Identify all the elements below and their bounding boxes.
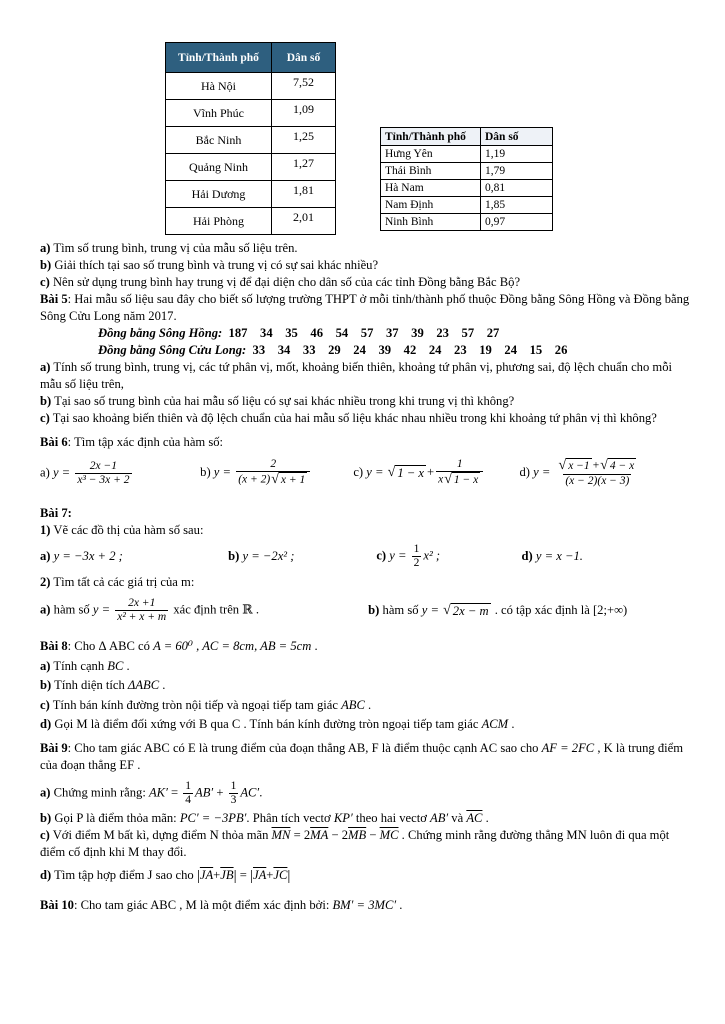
bai9-question-a (40, 780, 690, 807)
vector-MA: $\overline{MA}$ (310, 828, 329, 842)
bai5-title (40, 291, 690, 325)
bai8-question-a (40, 658, 690, 675)
bai7-q1 (40, 522, 690, 539)
item-text: Gọi M là điểm đối xứng với B qua C . Tính bán kính đường tròn ngoại tiếp tam giác (51, 717, 482, 731)
item-label: 1) (40, 523, 51, 537)
fraction-numerator: 1 (413, 543, 420, 555)
equals-sign: = (236, 868, 250, 882)
exercise-text: : Cho tam giác ABC có E là trung điểm của đoạn thẳng AB, F là điểm thuộc cạnh AC sao cho (67, 741, 542, 755)
math-term: ABC (341, 697, 365, 712)
vector-KP: KP′ (333, 811, 353, 825)
item-text: hàm số (53, 602, 93, 617)
bai7-q2 (40, 574, 690, 591)
bai4-question-c (40, 274, 690, 291)
bai5-hong-data (40, 325, 690, 342)
formula-lhs: y = (92, 602, 114, 617)
fraction-numerator: 1 (230, 780, 237, 792)
bai6-formula-row (40, 458, 690, 498)
item-text: Tìm tất cả các giá trị của m: (50, 575, 195, 589)
bai8-question-c (40, 697, 690, 714)
formula: y = −2x² ; (242, 549, 295, 563)
item-text: Chứng minh rằng: (50, 785, 149, 800)
table-row (166, 73, 336, 100)
fraction (236, 458, 310, 488)
item-label: b) (40, 678, 52, 692)
table-row (381, 146, 553, 163)
exercise-text: , K là trung điểm của đoạn thẳng EF . (40, 741, 684, 772)
item-text: . (159, 678, 166, 692)
population-cell: 1,27 (272, 154, 336, 181)
denominator-factor: (x + 2) (238, 473, 271, 486)
math-term: BC (107, 658, 124, 673)
item-label: a) (40, 241, 51, 255)
math-text: − (366, 828, 380, 842)
vector-AK: AK′ (148, 785, 168, 800)
item-label: c) (353, 464, 367, 479)
item-label: b) (368, 602, 383, 617)
math-text: − 2 (328, 828, 349, 842)
abs-bar: | (249, 868, 253, 884)
radicand: 1 − x (397, 466, 425, 480)
item-label: a) (40, 464, 53, 479)
square-root (559, 458, 592, 474)
item-label: b) (40, 394, 52, 408)
formula-lhs: y = (389, 548, 410, 563)
item-label: a) (40, 785, 51, 800)
item-label: b) (228, 549, 243, 563)
item-label: c) (40, 697, 50, 712)
radical-sign: √ (600, 458, 608, 473)
exercise-text: : Cho tam giác ABC , M là một điểm xác định bởi: (73, 898, 333, 912)
bai9-question-b (40, 810, 690, 827)
col-header-population: Dân số (272, 43, 336, 73)
fraction-one-third (229, 780, 239, 807)
fraction-numerator: 2 (270, 458, 277, 470)
exercise-label: Bài 8 (40, 639, 68, 653)
vector-equation: BM′ = 3MC′ (332, 898, 397, 912)
exercise-label: Bài 10 (40, 898, 74, 912)
item-text: Tính cạnh (50, 658, 108, 673)
item-label: d) (519, 464, 534, 479)
bai9-question-d (40, 867, 690, 885)
vector-AB: AB′ (430, 811, 449, 825)
province-cell: Bắc Ninh (166, 127, 272, 154)
province-cell: Hải Phòng (166, 208, 272, 235)
col-header-province: Tỉnh/Thành phố (381, 128, 481, 146)
radicand: 4 − x (609, 460, 635, 472)
item-label: d) (521, 549, 536, 563)
fraction-denominator: (x − 2)(x − 3) (565, 475, 630, 487)
table-row (381, 180, 553, 197)
fraction-denominator: x² + x + m (117, 611, 167, 623)
square-root (444, 472, 480, 488)
province-cell: Nam Định (381, 197, 481, 214)
fraction (412, 543, 422, 570)
table-header-row (166, 43, 336, 73)
item-text: . Phân tích vectơ (246, 811, 334, 825)
fraction-denominator: 3 (230, 794, 237, 806)
radicand: 2x − m (452, 604, 489, 619)
fraction-numerator: 2x +1 (128, 597, 156, 609)
exercise-text: : Cho Δ ABC có (67, 639, 154, 653)
period: . (259, 785, 263, 800)
population-cell: 0,97 (481, 214, 553, 231)
bai5-question-a (40, 359, 690, 393)
square-root (388, 465, 426, 481)
formula: y = −3x + 2 ; (53, 549, 123, 563)
table-row (381, 197, 553, 214)
plus-sign: + (216, 785, 224, 800)
bai7-graph-row (40, 543, 690, 570)
formula-rhs: x² ; (423, 548, 441, 563)
formula-lhs: y = (533, 464, 554, 479)
item-text: Tính bán kính đường tròn nội tiếp và ngoại tiếp tam giác (49, 697, 342, 712)
abs-bar: | (287, 868, 291, 884)
item-text: Gọi P là điểm thỏa mãn: (51, 811, 180, 825)
document-body (40, 240, 690, 914)
table-row (166, 127, 336, 154)
bai7-m-b (368, 602, 627, 619)
province-cell: Hà Nội (166, 73, 272, 100)
fraction-numerator: 2x −1 (89, 459, 118, 472)
exercise-text: : Hai mẫu số liệu sau đây cho biết số lượng trường THPT ở mỗi tỉnh/thành phố thuộc Đồng bằng Sông Hồng và Đồng bằng Sông Cửu Long năm 2017. (40, 292, 690, 323)
bai8-question-b (40, 677, 690, 694)
fraction-one-quarter (183, 780, 193, 807)
item-text: và (448, 811, 467, 825)
population-cell: 1,81 (272, 181, 336, 208)
bai5-question-c (40, 410, 690, 427)
item-text: . (123, 658, 130, 673)
item-text: Tìm số trung bình, trung vị của mẫu số liệu trên. (50, 241, 298, 255)
vector-MB: $\overline{MB}$ (348, 828, 367, 842)
square-root (271, 472, 307, 488)
vector-MC: $\overline{MC}$ (379, 828, 399, 842)
col-header-province: Tỉnh/Thành phố (166, 43, 272, 73)
bai6-formula-a (40, 460, 197, 487)
bai7-title (40, 505, 690, 522)
bai7-graph-a (40, 548, 225, 565)
item-text: . (508, 717, 515, 731)
fraction (115, 597, 168, 624)
fraction-denominator: 4 (185, 794, 192, 806)
item-text: . Chứng minh rằng đường thẳng MN luôn đi qua một điểm cố định khi M thay đổi. (40, 828, 670, 859)
series-label: Đồng bằng Sông Cửu Long: (98, 343, 247, 357)
bai6-title (40, 434, 690, 451)
item-label: b) (40, 258, 52, 272)
vector-MN: $\overline{MN}$ (271, 828, 291, 842)
math-text: = 2 (290, 828, 311, 842)
population-cell: 1,79 (481, 163, 553, 180)
bai6-formula-c (353, 458, 516, 488)
exercise-label: Bài 9 (40, 741, 68, 755)
formula: y = x −1. (535, 549, 583, 563)
province-cell: Vĩnh Phúc (166, 100, 272, 127)
bai7-m-a (40, 597, 365, 624)
item-label: b) (200, 464, 214, 479)
radicand: 1 − x (453, 474, 479, 486)
item-text: Tìm tập hợp điểm J sao cho (51, 868, 197, 882)
province-cell: Hưng Yên (381, 146, 481, 163)
table-row (166, 181, 336, 208)
item-label: c) (40, 275, 50, 289)
item-text: Giải thích tại sao số trung bình và trung vị có sự sai khác nhiều? (51, 258, 379, 272)
item-text: hàm số (382, 602, 422, 617)
denominator-factor: x (438, 473, 444, 486)
fraction-numerator: 1 (185, 780, 192, 792)
formula-lhs: y = (366, 464, 387, 479)
table-row (166, 208, 336, 235)
equals-sign: = (171, 785, 179, 800)
square-root (443, 603, 490, 619)
vector-AC: AC′ (240, 785, 260, 800)
bai4-question-b (40, 257, 690, 274)
item-text: xác định trên ℝ . (170, 602, 260, 617)
item-label: a) (40, 602, 54, 617)
population-cell: 1,19 (481, 146, 553, 163)
radical-sign: √ (271, 472, 279, 487)
exercise-label: Bài 5 (40, 292, 68, 306)
item-label: a) (40, 658, 51, 673)
plus-sign: + (427, 464, 435, 479)
radicand: x + 1 (280, 474, 306, 486)
table-row (381, 214, 553, 231)
fraction (75, 460, 131, 487)
bai9-question-c (40, 827, 690, 861)
series-label: Đồng bằng Sông Hồng: (98, 326, 223, 340)
bai7-m-row (40, 597, 690, 631)
table-row (166, 154, 336, 181)
fraction-denominator (436, 471, 483, 488)
item-label: c) (40, 411, 50, 425)
item-text: Tính số trung bình, trung vị, các tứ phân vị, mốt, khoảng biến thiên, khoảng tứ phân vị, phương sai, độ lệch chuẩn cho mỗi mẫu số liệu trên, (40, 360, 673, 391)
plus-sign: + (213, 868, 221, 882)
formula-lhs: y = (421, 602, 443, 617)
vector-AB: AB′ (195, 785, 214, 800)
vector-JA: $\overline{JA}$ (199, 868, 214, 882)
fraction-numerator (556, 458, 640, 474)
math-term: ACM (481, 717, 509, 731)
item-label: c) (40, 828, 50, 842)
item-text: Tính diện tích (51, 678, 128, 692)
plus-sign: + (592, 459, 600, 472)
abs-bar: | (196, 868, 200, 884)
item-label: d) (40, 717, 52, 731)
item-text: Với điểm M bất kì, dựng điểm N thỏa mãn (49, 828, 272, 842)
bai8-title (40, 638, 690, 655)
table-row (166, 100, 336, 127)
radicand: x −1 (568, 460, 590, 472)
bai9-title (40, 740, 690, 774)
province-cell: Thái Bình (381, 163, 481, 180)
bai4-question-a (40, 240, 690, 257)
exercise-text: : Tìm tập xác định của hàm số: (67, 435, 224, 449)
bai7-graph-d (521, 548, 582, 565)
province-cell: Hải Dương (166, 181, 272, 208)
square-root (600, 458, 636, 474)
population-cell: 1,09 (272, 100, 336, 127)
fraction-denominator (236, 471, 310, 488)
formula-lhs: y = (213, 464, 235, 479)
item-label: c) (376, 548, 390, 563)
item-label: d) (40, 868, 52, 882)
radical-sign: √ (444, 472, 452, 487)
vector-JC: $\overline{JC}$ (273, 868, 288, 882)
population-table-right (380, 127, 553, 231)
math-term: AF = 2FC (541, 741, 595, 755)
math-term: ΔABC (127, 678, 160, 692)
population-cell: 1,85 (481, 197, 553, 214)
table-header-row (381, 128, 553, 146)
population-table-left (165, 42, 336, 235)
fraction-numerator: 1 (456, 458, 463, 470)
radical-sign: √ (387, 465, 396, 480)
exercise-text: . (396, 898, 403, 912)
bai5-cuulong-data (40, 342, 690, 359)
item-label: b) (40, 811, 52, 825)
exercise-label: Bài 6 (40, 435, 68, 449)
bai5-question-b (40, 393, 690, 410)
item-text: . (482, 811, 489, 825)
abs-bar: | (233, 868, 237, 884)
item-label: a) (40, 360, 51, 374)
province-cell: Ninh Bình (381, 214, 481, 231)
table-row (381, 163, 553, 180)
vector-AC: $\overline{AC}$ (466, 811, 483, 825)
vector-equation: PC′ = −3PB′ (179, 811, 247, 825)
series-values: 187 34 35 46 54 57 37 39 23 57 27 (222, 326, 500, 340)
population-cell: 0,81 (481, 180, 553, 197)
exercise-text: . (311, 639, 318, 653)
vector-JA: $\overline{JA}$ (253, 868, 267, 882)
series-values: 33 34 33 29 24 39 42 24 23 19 24 15 26 (246, 343, 568, 357)
fraction (436, 458, 483, 488)
plus-sign: + (266, 868, 274, 882)
item-label: 2) (40, 575, 51, 589)
bai7-graph-b (228, 548, 373, 565)
radical-sign: √ (558, 458, 567, 473)
province-cell: Hà Nam (381, 180, 481, 197)
population-cell: 2,01 (272, 208, 336, 235)
col-header-population: Dân số (481, 128, 553, 146)
bai10-title (40, 897, 690, 914)
bai6-formula-d (519, 458, 641, 488)
population-cell: 7,52 (272, 73, 336, 100)
item-text: theo hai vectơ (352, 811, 431, 825)
province-cell: Quảng Ninh (166, 154, 272, 181)
fraction-denominator: 2 (413, 557, 420, 569)
item-text: Nên sử dụng trung bình hay trung vị để đại diện cho dân số của các tỉnh Đồng bằng Bắc Bộ? (49, 275, 521, 289)
item-text: . (364, 697, 372, 712)
population-cell: 1,25 (272, 127, 336, 154)
formula-lhs: y = (52, 464, 74, 479)
fraction-denominator: x³ − 3x + 2 (77, 473, 130, 486)
exercise-label: Bài 7: (40, 506, 72, 520)
bai8-question-d (40, 716, 690, 733)
formula: A = 60⁰ , AC = 8cm, AB = 5cm (153, 639, 312, 653)
bai7-graph-c (376, 543, 518, 570)
item-text: Vẽ các đồ thị của hàm số sau: (50, 523, 204, 537)
vector-JB: $\overline{JB}$ (220, 868, 234, 882)
fraction (556, 458, 640, 488)
bai6-formula-b (200, 458, 350, 488)
item-text: Tại sao khoảng biến thiên và độ lệch chuẩn của hai mẫu số liệu khác nhau nhiều trong khi khoảng tứ phân vị thì không? (49, 411, 657, 425)
item-text: Tại sao số trung bình của hai mẫu số liệu có sự sai khác nhiều trong khi trung vị thì không? (51, 394, 515, 408)
item-label: a) (40, 549, 54, 563)
radical-sign: √ (443, 603, 451, 619)
item-text: . có tập xác định là [2;+∞) (491, 602, 628, 617)
